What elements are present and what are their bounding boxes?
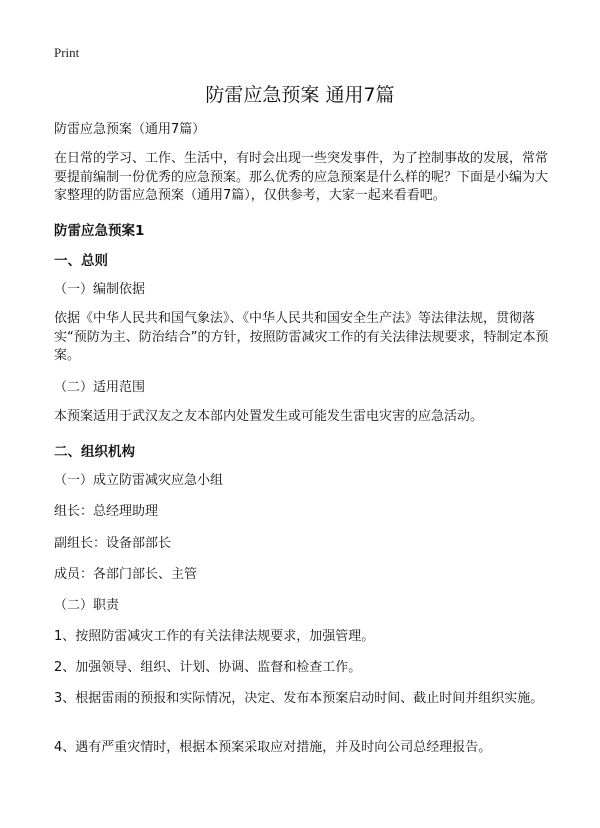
subheading-scope: （二）适用范围 bbox=[54, 380, 146, 395]
section-title: 防雷应急预案1 bbox=[54, 223, 145, 239]
subheading-basis: （一）编制依据 bbox=[54, 282, 146, 297]
subheading-duties: （二）职责 bbox=[54, 598, 120, 613]
heading-organization: 二、组织机构 bbox=[54, 444, 135, 460]
subtitle: 防雷应急预案（通用7篇） bbox=[54, 122, 206, 137]
team-members: 成员：各部门部长、主管 bbox=[54, 567, 198, 582]
team-leader: 组长：总经理助理 bbox=[54, 504, 159, 519]
team-deputy: 副组长：设备部部长 bbox=[54, 536, 172, 551]
duty-item: 2、加强领导、组织、计划、协调、监督和检查工作。 bbox=[54, 660, 362, 675]
duty-item: 1、按照防雷减灾工作的有关法律法规要求，加强管理。 bbox=[54, 629, 375, 644]
page-title: 防雷应急预案 通用7篇 bbox=[205, 84, 395, 106]
heading-general: 一、总则 bbox=[54, 253, 108, 269]
duty-item: 4、遇有严重灾情时，根据本预案采取应对措施，并及时向公司总经理报告。 bbox=[54, 740, 492, 755]
subheading-team: （一）成立防雷减灾应急小组 bbox=[54, 473, 224, 488]
duty-item: 3、根据雷雨的预报和实际情况，决定、发布本预案启动时间、截止时间并组织实施。 bbox=[54, 691, 544, 706]
basis-paragraph: 依据《中华人民共和国气象法》、《中华人民共和国安全生产法》等法律法规，贯彻落实“预防为主、防治结合”的方针，按照防雷减灾工作的有关法律法规要求，特制定本预案。 bbox=[54, 311, 549, 363]
scope-paragraph: 本预案适用于武汉友之友本部内处置发生或可能发生雷电灾害的应急活动。 bbox=[54, 409, 484, 424]
intro-paragraph: 在日常的学习、工作、生活中，有时会出现一些突发事件，为了控制事故的发展，常常要提前编制一份优秀的应急预案。那么优秀的应急预案是什么样的呢？下面是小编为大家整理的防雷应急预案（通用7篇），仅供参考，大家一起来看看吧。 bbox=[54, 151, 549, 203]
print-label: Print bbox=[54, 45, 80, 60]
